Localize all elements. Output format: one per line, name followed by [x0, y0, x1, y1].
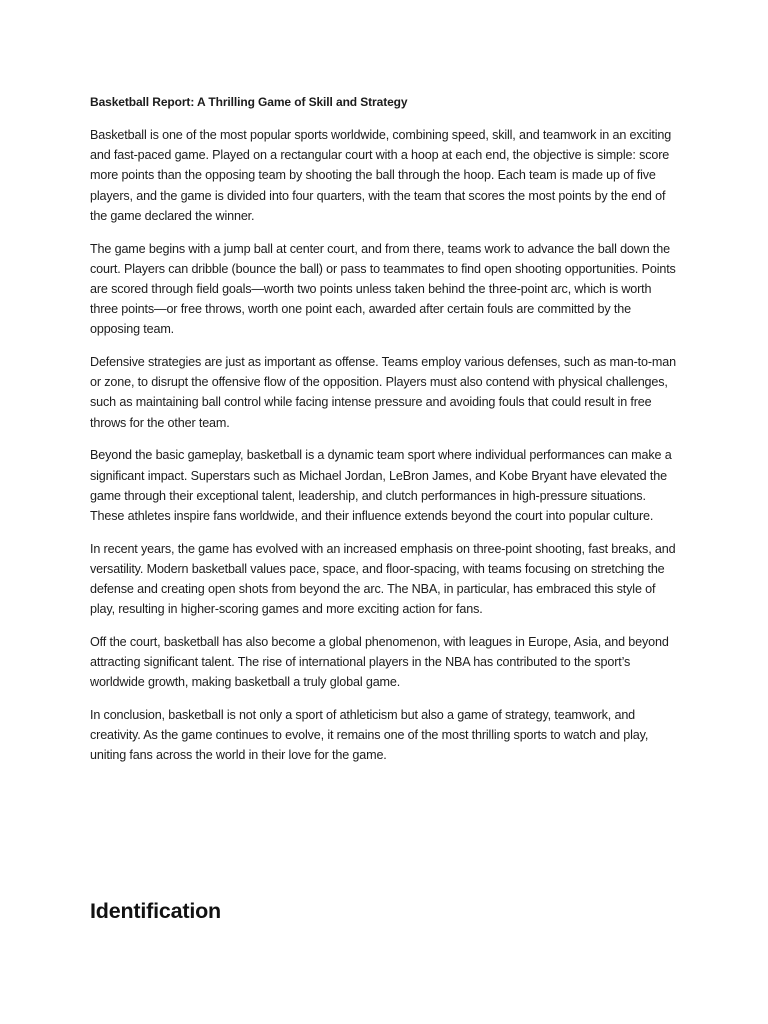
paragraph-introduction: Basketball is one of the most popular sports worldwide, combining speed, skill, and teamwork in an exciting and fast-paced game. Played on a rectangular court with a hoop at each end, the objective is simple: score more points than the opposing team by shooting the ball through the hoop. Each team is made up of five players, and the game is divided into four quarters, with the team that scores the most points by the end of the game declared the winner.	[90, 128, 672, 223]
paragraph-modern-game: In recent years, the game has evolved with an increased emphasis on three-point shooting, fast breaks, and versatility. Modern basketball values pace, space, and floor-spacing, with teams focusing on stretching the defense and creating open shots from beyond the arc. The NBA, in particular, has embraced this style of play, resulting in higher-scoring games and more exciting action for fans.	[90, 541, 676, 617]
document-body	[90, 94, 680, 778]
paragraph-superstars: Beyond the basic gameplay, basketball is a dynamic team sport where individual performances can make a significant impact. Superstars such as Michael Jordan, LeBron James, and Kobe Bryant have elevated the game through their exceptional talent, leadership, and clutch performances in high-pressure situations. These athletes inspire fans worldwide, and their influence extends beyond the court into popular culture.	[90, 448, 672, 523]
paragraph-gameplay: The game begins with a jump ball at center court, and from there, teams work to advance the ball down the court. Players can dribble (bounce the ball) or pass to teammates to find open shooting opportunities. Points are scored through field goals—worth two points unless taken behind the three-point arc, which is worth three points—or free throws, worth one point each, awarded after certain fouls are committed by the opposing team.	[90, 241, 676, 337]
paragraph-conclusion: In conclusion, basketball is not only a sport of athleticism but also a game of strategy, teamwork, and creativity. As the game continues to evolve, it remains one of the most thrilling sports to watch and play, uniting fans across the world in their love for the game.	[90, 708, 649, 763]
paragraph-global: Off the court, basketball has also become a global phenomenon, with leagues in Europe, Asia, and beyond attracting significant talent. The rise of international players in the NBA has contributed to the sport’s worldwide growth, making basketball a truly global game.	[90, 634, 669, 690]
paragraph-defense: Defensive strategies are just as important as offense. Teams employ various defenses, such as man-to-man or zone, to disrupt the offensive flow of the opposition. Players must also contend with physical challenges, such as maintaining ball control while facing intense pressure and avoiding fouls that could result in free throws for the other team.	[90, 355, 676, 430]
document-title: Basketball Report: A Thrilling Game of Skill and Strategy	[90, 95, 408, 109]
section-heading: Identification	[90, 899, 221, 923]
